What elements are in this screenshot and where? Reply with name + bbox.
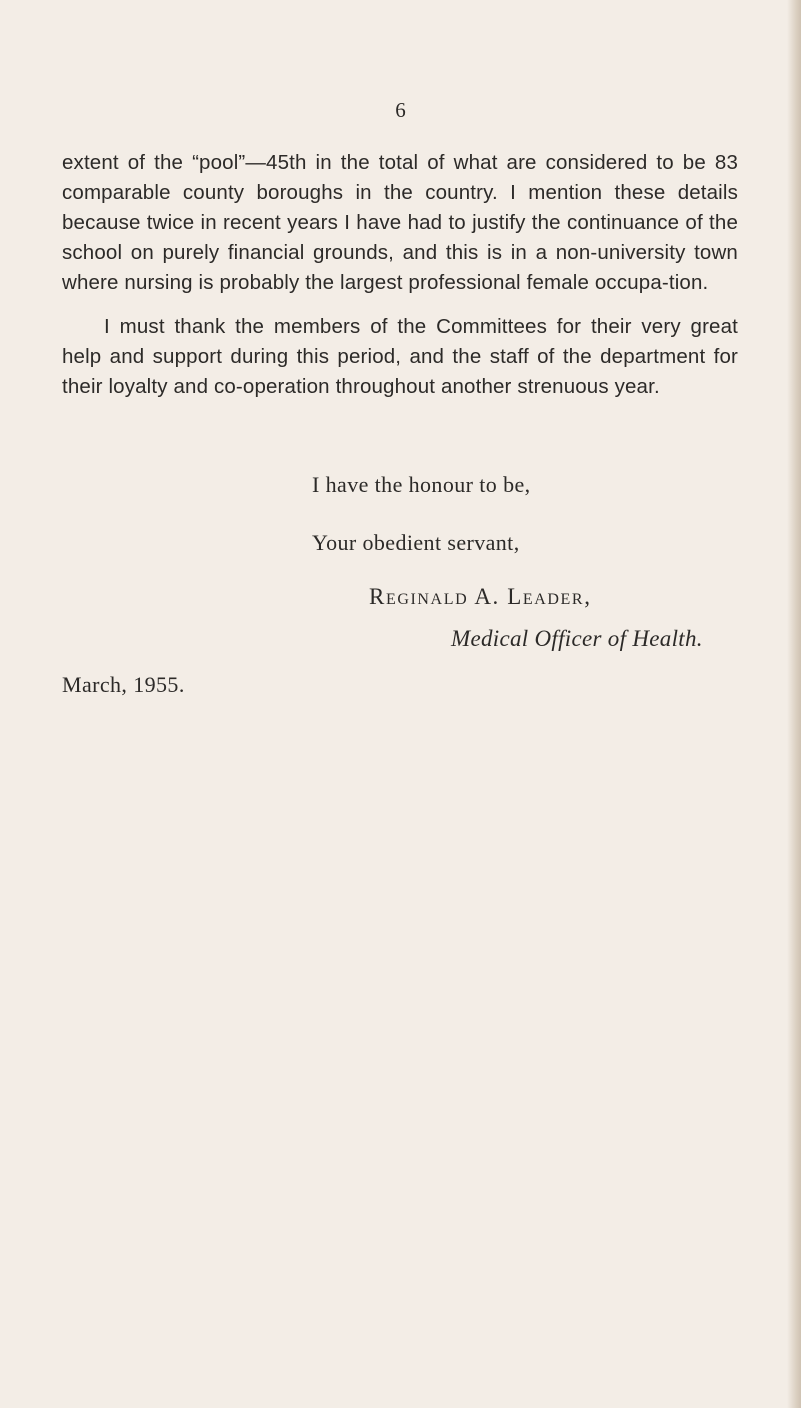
page-number: 6 — [395, 98, 406, 122]
closing-servant-line: Your obedient servant, — [312, 530, 520, 555]
signature-title: Medical Officer of Health. — [451, 626, 703, 651]
letter-date: March, 1955. — [62, 672, 185, 697]
closing-honour-line: I have the honour to be, — [312, 472, 531, 497]
paragraph-thanks: I must thank the members of the Committees for their very great help and support during this period, and the staff of the department for their loyalty and co-operation throughout another strenuous year. — [62, 315, 738, 398]
signature-name: Reginald A. Leader, — [369, 584, 592, 609]
paragraph-pool-extent: extent of the “pool”—45th in the total of what are considered to be 83 comparable county boroughs in the country. I mention these details because twice in recent years I have had to justify the continuance of the school on purely financial grounds, and this is in a non-university town where nursing is probably the largest professional female occupa-tion. — [62, 151, 738, 294]
page-edge-shadow — [787, 0, 801, 1408]
